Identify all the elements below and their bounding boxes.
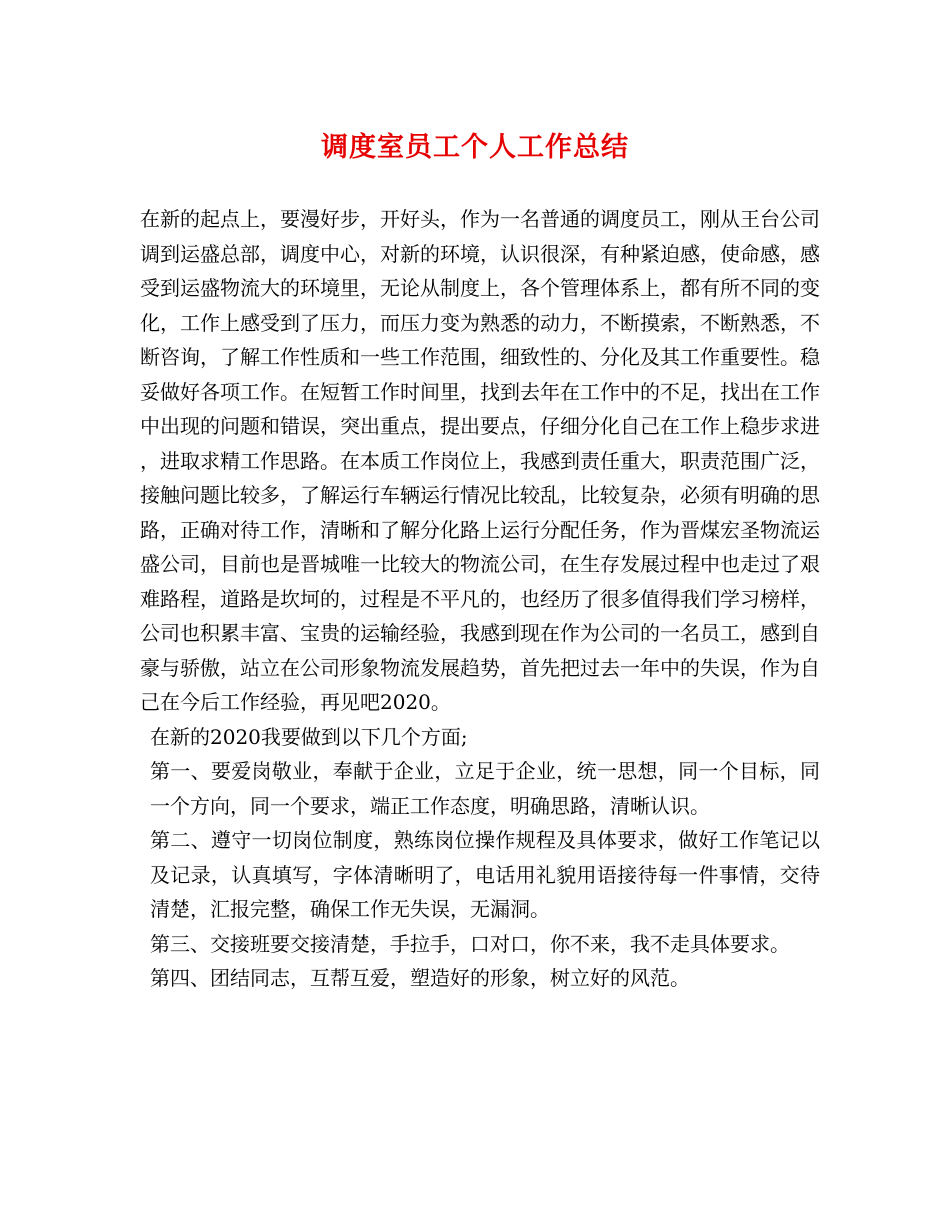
document-title: 调度室员工个人工作总结 [321,132,629,163]
document-body [140,202,820,996]
paragraph-point-4: 第四、团结同志，互帮互爱，塑造好的形象，树立好的风范。 [150,966,690,990]
paragraph-intro: 在新的起点上，要漫好步，开好头，作为一名普通的调度员工，刚从王台公司调到运盛总部，调度中心，对新的环境，认识很深，有种紧迫感，使命感，感受到运盛物流大的环境里，无论从制度上，各个管理体系上，都有所不同的变化，工作上感受到了压力，而压力变为熟悉的动力，不断摸索，不断熟悉，不断咨询，了解工作性质和一些工作范围，细致性的、分化及其工作重要性。稳妥做好各项工作。在短暂工作时间里，找到去年在工作中的不足，找出在工作中出现的问题和错误，突出重点，提出要点，仔细分化自己在工作上稳步求进，进取求精工作思路。在本质工作岗位上，我感到责任重大，职责范围广泛，接触问题比较多，了解运行车辆运行情况比较乱，比较复杂，必须有明确的思路，正确对待工作，清晰和了解分化路上运行分配任务，作为晋煤宏圣物流运盛公司，目前也是晋城唯一比较大的物流公司，在生存发展过程中也走过了艰难路程，道路是坎坷的，过程是不平凡的，也经历了很多值得我们学习榜样，公司也积累丰富、宝贵的运输经验，我感到现在作为公司的一名员工，感到自豪与骄傲，站立在公司形象物流发展趋势，首先把过去一年中的失误，作为自己在今后工作经验，再见吧2020。 [140,207,820,714]
paragraph-point-3: 第三、交接班要交接清楚，手拉手，口对口，你不来，我不走具体要求。 [150,931,790,956]
paragraph-point-2: 第二、遵守一切岗位制度，熟练岗位操作规程及具体要求，做好工作笔记以及记录，认真填写，字体清晰明了，电话用礼貌用语接待每一件事情，交待清楚，汇报完整，确保工作无失误，无漏洞。 [150,828,820,921]
paragraph-plan-heading: 在新的2020我要做到以下几个方面; [150,724,468,749]
paragraph-point-1: 第一、要爱岗敬业，奉献于企业，立足于企业，统一思想，同一个目标，同一个方向，同一个要求，端正工作态度，明确思路，清晰认识。 [150,759,820,818]
